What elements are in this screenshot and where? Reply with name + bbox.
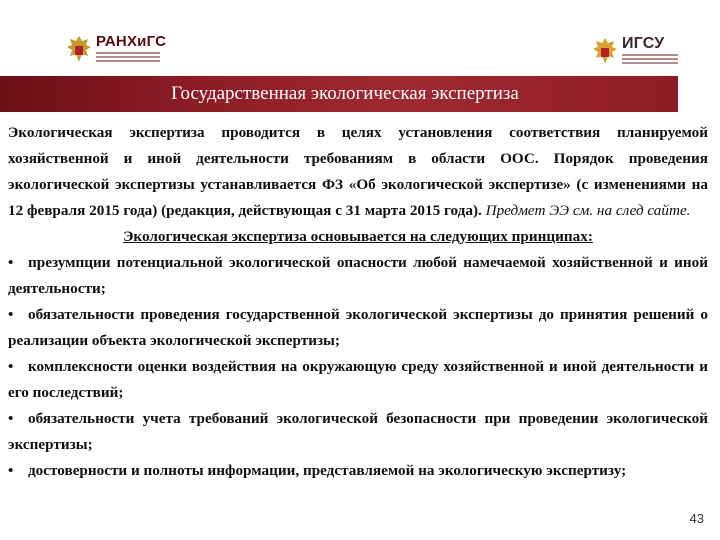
- igsu-logo: [592, 36, 678, 66]
- bullet-icon: •: [8, 462, 14, 479]
- list-item: [8, 458, 708, 484]
- slide-body: [8, 120, 708, 484]
- intro-note: Предмет ЭЭ см. на след сайте.: [485, 202, 691, 219]
- eagle-emblem-icon: [66, 34, 92, 64]
- list-item-text: обязательности проведения государственной экологической экспертизы до принятия решений о реализации объекта экологической экспертизы;: [8, 306, 708, 349]
- list-item: [8, 354, 708, 406]
- page-number: 43: [689, 511, 704, 526]
- list-item-text: комплексности оценки воздействия на окружающую среду хозяйственной и иной деятельности и его последствий;: [8, 358, 708, 401]
- bullet-icon: •: [8, 254, 14, 271]
- title-banner: [0, 76, 678, 112]
- list-item-text: обязательности учета требований экологической безопасности при проведении экологической экспертизы;: [8, 410, 708, 453]
- list-item: [8, 406, 708, 458]
- bullet-icon: •: [8, 358, 14, 375]
- list-item: [8, 302, 708, 354]
- bullet-icon: •: [8, 306, 14, 323]
- page-title: Государственная экологическая экспертиза: [171, 83, 519, 104]
- list-item-text: презумпции потенциальной экологической опасности любой намечаемой хозяйственной и иной деятельности;: [8, 254, 708, 297]
- logo-name-right: ИГСУ: [622, 35, 665, 52]
- intro-text: Экологическая экспертиза проводится в целях установления соответствия планируемой хозяйственной и иной деятельности требованиям в области ООС. Порядок проведения экологической экспертизы устанавливается ФЗ «Об экологической экспертизе» (с изменениями на 12 февраля 2015 года) (редакция, действующая с 31 марта 2015 года).: [8, 124, 708, 219]
- principles-heading: Экологическая экспертиза основывается на следующих принципах:: [123, 228, 593, 245]
- list-item-text: достоверности и полноты информации, представляемой на экологическую экспертизу;: [28, 462, 627, 479]
- bullet-icon: •: [8, 410, 14, 427]
- list-item: [8, 250, 708, 302]
- eagle-emblem-icon: [592, 36, 618, 66]
- ranepa-logo: [66, 34, 166, 64]
- logo-name-left: РАНХиГС: [96, 33, 167, 50]
- intro-paragraph: [8, 120, 708, 224]
